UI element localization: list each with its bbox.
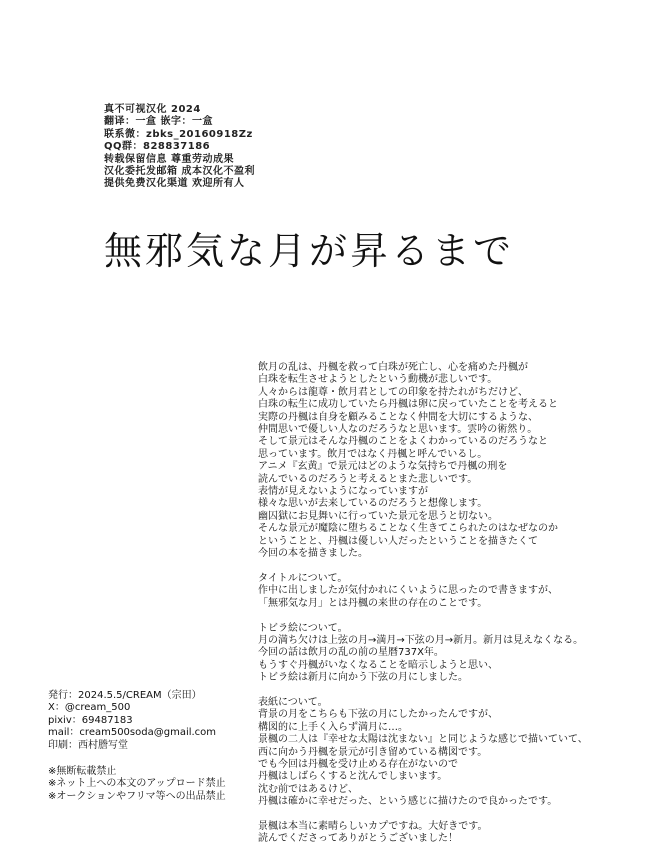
text-line: 読んでくださってありがとうございました！ (258, 833, 458, 845)
paragraph-gap (258, 561, 588, 573)
text-line: 今回の話は飲月の乱の前の星暦737X年。 (258, 647, 444, 659)
text-line: タイトルについて。 (258, 572, 348, 584)
text-line: 思っています。飲月ではなく丹楓と呼んでいるし。 (258, 448, 488, 460)
text-line: 「無邪気な月」とは丹楓の来世の存在のことです。 (258, 597, 488, 609)
afterword-paragraph-title (258, 573, 588, 610)
text-line: 景楓は本当に素晴らしいカプですね。大好きです。 (258, 820, 488, 832)
text-line: 構図的に上手く入らず満月に…。 (258, 721, 408, 733)
notice-line: ※ネット上への本文のアップロード禁止 (48, 778, 226, 790)
colophon (48, 690, 216, 752)
text-line: 景楓の二人は『幸せな太陽は沈まない』と同じような感じで描いていて、 (258, 734, 588, 746)
text-line: 表紙について。 (258, 696, 328, 708)
page-title: 無邪気な月が昇るまで (104, 229, 515, 273)
text-line: 飲月の乱は、丹楓を救って白珠が死亡し、心を痛めた丹楓が (258, 362, 528, 373)
text-line: 人々からは龍尊・飲月君としての印象を持たれがちだけど、 (258, 386, 528, 398)
credit-line: 提供免费汉化渠道 欢迎所有人 (104, 178, 245, 190)
credit-line: 联系微：zbks_20160918Zz (104, 128, 253, 140)
credit-line: QQ群：828837186 (104, 141, 211, 153)
x-handle: X：@cream_500 (48, 702, 131, 714)
text-line: 月の満ち欠けは上弦の月→満月→下弦の月→新月。新月は見えなくなる。 (258, 634, 584, 646)
notice-line: ※オークションやフリマ等への出品禁止 (48, 790, 226, 802)
credit-line: 真不可视汉化 2024 (104, 104, 201, 115)
credit-line: 翻译：一盒 嵌字：一盒 (104, 116, 213, 128)
paragraph-gap (258, 610, 588, 622)
text-line: 実際の丹楓は自身を顧みることなく仲間を大切にするような、 (258, 411, 538, 423)
notices (48, 766, 226, 803)
text-line: もうすぐ丹楓がいなくなることを暗示しようと思い、 (258, 659, 498, 671)
translation-credits (104, 104, 255, 191)
text-line: 丹楓はしばらくすると沈んでしまいます。 (258, 771, 448, 783)
text-line: 幽囚獄にお見舞いに行っていた景元を思うと切ない。 (258, 510, 498, 522)
text-line: 様々な思いが去来しているのだろうと想像します。 (258, 498, 488, 510)
text-line: 白珠の転生に成功していたら丹楓は卵に戻っていたことを考えると (258, 399, 558, 411)
text-line: 今回の本を描きました。 (258, 548, 368, 560)
text-line: 作中に出しましたが気付かれにくいように思ったので書きますが、 (258, 585, 558, 597)
text-line: そして景元はそんな丹楓のことをよくわかっているのだろうなと (258, 436, 548, 448)
text-line: 仲間思いで優しい人なのだろうなと思います。雲吟の術然り。 (258, 424, 538, 436)
text-line: ということと、丹楓は優しい人だったということを描きたくて (258, 535, 538, 547)
afterword-paragraph-closing (258, 821, 588, 846)
text-line: 背景の月をこちらも下弦の月にしたかったんですが、 (258, 709, 498, 721)
afterword-paragraph-motivation (258, 362, 588, 561)
text-line: 丹楓は確かに幸せだった、という感じに描けたので良かったです。 (258, 796, 558, 808)
paragraph-gap (258, 809, 588, 821)
afterword-paragraph-cover (258, 697, 588, 809)
paragraph-gap (258, 685, 588, 697)
text-line: 読んでいるのだろうと考えるとまた悲しいです。 (258, 473, 478, 485)
pixiv-id: pixiv：69487183 (48, 714, 133, 726)
text-line: トビラ絵は新月に向かう下弦の月にしました。 (258, 672, 468, 684)
credit-line: 汉化委托发邮箱 成本汉化不盈利 (104, 166, 255, 178)
afterword-paragraph-frontispiece (258, 623, 588, 685)
text-line: でも今回は丹楓を受け止める存在がないので (258, 758, 458, 770)
afterword (258, 362, 588, 846)
printer-info: 印刷：西村謄写堂 (48, 739, 128, 751)
text-line: 表情が見えないようになっていますが (258, 486, 428, 498)
notice-line: ※無断転載禁止 (48, 766, 117, 777)
text-line: トビラ絵について。 (258, 622, 348, 634)
text-line: 白珠を転生させようとしたという動機が悲しいです。 (258, 374, 498, 386)
publish-info: 発行：2024.5.5/CREAM（宗田） (48, 690, 202, 701)
credit-line: 转载保留信息 尊重劳动成果 (104, 153, 234, 165)
mail-address: mail：cream500soda@gmail.com (48, 727, 217, 739)
text-line: 西に向かう丹楓を景元が引き留めている構図です。 (258, 746, 488, 758)
text-line: 沈む前ではあるけど、 (258, 783, 358, 795)
text-line: アニメ『玄黄』で景元はどのような気持ちで丹楓の刑を (258, 461, 508, 473)
text-line: そんな景元が魔陰に堕ちることなく生きてこられたのはなぜなのか (258, 523, 558, 535)
